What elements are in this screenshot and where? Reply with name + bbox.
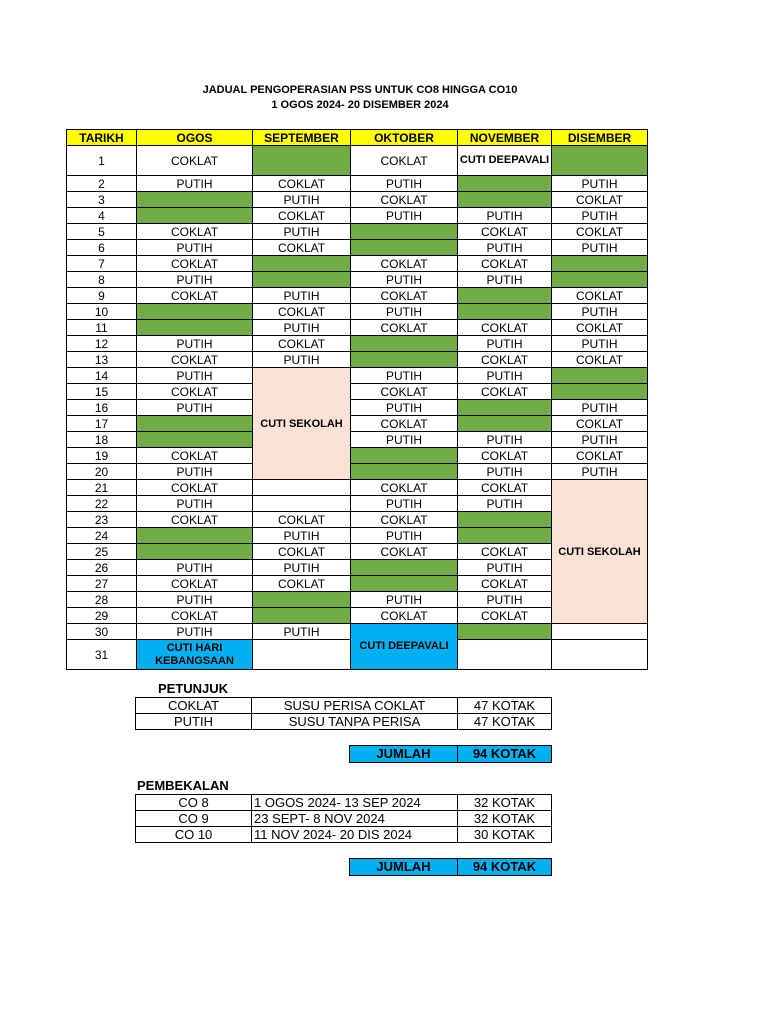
oktober-cell: COKLAT xyxy=(351,192,458,208)
no-operation-cell xyxy=(552,384,648,400)
day-cell: 22 xyxy=(67,496,137,512)
supply-qty: 32 KOTAK xyxy=(458,795,552,811)
ogos-cell: COKLAT xyxy=(137,146,253,176)
schedule-body xyxy=(67,130,648,670)
september-cell: PUTIH xyxy=(253,528,351,544)
table-row xyxy=(67,224,648,240)
november-cell: PUTIH xyxy=(458,432,552,448)
table-row xyxy=(67,416,648,432)
day-cell: 31 xyxy=(67,640,137,670)
disember-cell: PUTIH xyxy=(552,176,648,192)
september-cell: COKLAT xyxy=(253,240,351,256)
total-label: JUMLAH xyxy=(350,859,458,876)
november-cell: PUTIH xyxy=(458,208,552,224)
oktober-cell: PUTIH xyxy=(351,496,458,512)
day-cell: 9 xyxy=(67,288,137,304)
school-holiday-cell: CUTI SEKOLAH xyxy=(253,368,351,480)
day-cell: 15 xyxy=(67,384,137,400)
disember-cell: PUTIH xyxy=(552,304,648,320)
oktober-cell: COKLAT xyxy=(351,416,458,432)
day-cell: 10 xyxy=(67,304,137,320)
day-cell: 21 xyxy=(67,480,137,496)
oktober-cell: COKLAT xyxy=(351,256,458,272)
table-row xyxy=(67,336,648,352)
oktober-cell: PUTIH xyxy=(351,272,458,288)
oktober-cell: COKLAT xyxy=(351,288,458,304)
ogos-cell: PUTIH xyxy=(137,496,253,512)
day-cell: 16 xyxy=(67,400,137,416)
ogos-cell: PUTIH xyxy=(137,560,253,576)
legend-row xyxy=(136,698,552,714)
no-operation-cell xyxy=(351,576,458,592)
no-operation-cell xyxy=(458,624,552,640)
november-cell: PUTIH xyxy=(458,496,552,512)
november-cell: PUTIH xyxy=(458,240,552,256)
september-cell: PUTIH xyxy=(253,560,351,576)
oktober-cell: COKLAT xyxy=(351,320,458,336)
september-cell: PUTIH xyxy=(253,288,351,304)
no-operation-cell xyxy=(253,608,351,624)
september-cell: PUTIH xyxy=(253,624,351,640)
holiday-cell: CUTI DEEPAVALI xyxy=(351,624,458,670)
ogos-cell: PUTIH xyxy=(137,400,253,416)
holiday-cell: CUTI HARI KEBANGSAAN xyxy=(137,640,253,670)
september-cell: COKLAT xyxy=(253,576,351,592)
ogos-cell: PUTIH xyxy=(137,336,253,352)
column-header: TARIKH xyxy=(67,130,137,146)
ogos-cell: COKLAT xyxy=(137,384,253,400)
day-cell: 14 xyxy=(67,368,137,384)
september-cell: COKLAT xyxy=(253,176,351,192)
table-row xyxy=(67,304,648,320)
november-cell: COKLAT xyxy=(458,320,552,336)
oktober-cell: PUTIH xyxy=(351,304,458,320)
table-row xyxy=(67,208,648,224)
day-cell: 6 xyxy=(67,240,137,256)
header-row xyxy=(67,130,648,146)
disember-cell: COKLAT xyxy=(552,416,648,432)
november-cell: COKLAT xyxy=(458,608,552,624)
oktober-cell: PUTIH xyxy=(351,432,458,448)
day-cell: 18 xyxy=(67,432,137,448)
column-header: DISEMBER xyxy=(552,130,648,146)
oktober-cell: PUTIH xyxy=(351,528,458,544)
day-cell: 25 xyxy=(67,544,137,560)
day-cell: 19 xyxy=(67,448,137,464)
day-cell: 29 xyxy=(67,608,137,624)
day-cell: 28 xyxy=(67,592,137,608)
disember-cell: PUTIH xyxy=(552,400,648,416)
oktober-cell: COKLAT xyxy=(351,544,458,560)
disember-cell: COKLAT xyxy=(552,448,648,464)
september-cell xyxy=(253,480,351,496)
legend-qty: 47 KOTAK xyxy=(458,698,552,714)
no-operation-cell xyxy=(137,528,253,544)
column-header: OKTOBER xyxy=(351,130,458,146)
page-subtitle: 1 OGOS 2024- 20 DISEMBER 2024 xyxy=(271,99,449,111)
supply-row xyxy=(136,795,552,811)
column-header: SEPTEMBER xyxy=(253,130,351,146)
no-operation-cell xyxy=(458,304,552,320)
november-cell: PUTIH xyxy=(458,592,552,608)
ogos-cell: PUTIH xyxy=(137,464,253,480)
no-operation-cell xyxy=(458,288,552,304)
table-row xyxy=(67,256,648,272)
oktober-cell: COKLAT xyxy=(351,384,458,400)
oktober-cell: PUTIH xyxy=(351,400,458,416)
table-row xyxy=(67,352,648,368)
ogos-cell: PUTIH xyxy=(137,368,253,384)
ogos-cell: PUTIH xyxy=(137,272,253,288)
schedule-table xyxy=(66,129,648,670)
ogos-cell: PUTIH xyxy=(137,176,253,192)
ogos-cell: PUTIH xyxy=(137,624,253,640)
total-value: 94 KOTAK xyxy=(458,746,552,763)
supply-co: CO 9 xyxy=(136,811,252,827)
november-cell: COKLAT xyxy=(458,224,552,240)
table-row xyxy=(67,464,648,480)
day-cell: 8 xyxy=(67,272,137,288)
ogos-cell: COKLAT xyxy=(137,256,253,272)
day-cell: 23 xyxy=(67,512,137,528)
table-row xyxy=(67,146,648,176)
oktober-cell: COKLAT xyxy=(351,512,458,528)
ogos-cell: COKLAT xyxy=(137,224,253,240)
supply-period: 1 OGOS 2024- 13 SEP 2024 xyxy=(252,795,458,811)
disember-cell xyxy=(552,640,648,670)
ogos-cell: COKLAT xyxy=(137,448,253,464)
ogos-cell: COKLAT xyxy=(137,576,253,592)
legend-table xyxy=(135,697,552,730)
day-cell: 5 xyxy=(67,224,137,240)
no-operation-cell xyxy=(351,448,458,464)
no-operation-cell xyxy=(458,176,552,192)
day-cell: 12 xyxy=(67,336,137,352)
no-operation-cell xyxy=(351,464,458,480)
no-operation-cell xyxy=(137,416,253,432)
no-operation-cell xyxy=(552,368,648,384)
ogos-cell: PUTIH xyxy=(137,240,253,256)
no-operation-cell xyxy=(458,192,552,208)
legend-desc: SUSU TANPA PERISA xyxy=(252,714,458,730)
column-header: NOVEMBER xyxy=(458,130,552,146)
no-operation-cell xyxy=(137,208,253,224)
ogos-cell: COKLAT xyxy=(137,608,253,624)
november-cell: COKLAT xyxy=(458,352,552,368)
oktober-cell: PUTIH xyxy=(351,208,458,224)
table-row xyxy=(67,320,648,336)
no-operation-cell xyxy=(458,416,552,432)
september-cell: COKLAT xyxy=(253,336,351,352)
total-value: 94 KOTAK xyxy=(458,859,552,876)
no-operation-cell xyxy=(552,256,648,272)
november-cell: PUTIH xyxy=(458,464,552,480)
table-row xyxy=(67,176,648,192)
supply-row xyxy=(136,827,552,843)
supply-co: CO 8 xyxy=(136,795,252,811)
column-header: OGOS xyxy=(137,130,253,146)
oktober-cell: PUTIH xyxy=(351,592,458,608)
disember-cell xyxy=(552,624,648,640)
no-operation-cell xyxy=(351,224,458,240)
table-row xyxy=(67,624,648,640)
no-operation-cell xyxy=(458,512,552,528)
disember-cell: PUTIH xyxy=(552,464,648,480)
no-operation-cell xyxy=(458,528,552,544)
supply-table xyxy=(135,794,552,843)
day-cell: 24 xyxy=(67,528,137,544)
no-operation-cell xyxy=(137,544,253,560)
ogos-cell: COKLAT xyxy=(137,480,253,496)
no-operation-cell xyxy=(137,432,253,448)
disember-cell: COKLAT xyxy=(552,320,648,336)
supply-co: CO 10 xyxy=(136,827,252,843)
september-cell: PUTIH xyxy=(253,320,351,336)
table-row xyxy=(67,288,648,304)
table-row xyxy=(67,240,648,256)
september-cell: PUTIH xyxy=(253,192,351,208)
day-cell: 11 xyxy=(67,320,137,336)
ogos-cell: COKLAT xyxy=(137,288,253,304)
november-cell: PUTIH xyxy=(458,560,552,576)
disember-cell: COKLAT xyxy=(552,352,648,368)
november-cell: COKLAT xyxy=(458,448,552,464)
supply-qty: 30 KOTAK xyxy=(458,827,552,843)
disember-cell: PUTIH xyxy=(552,240,648,256)
day-cell: 2 xyxy=(67,176,137,192)
no-operation-cell xyxy=(351,336,458,352)
pembekalan-total xyxy=(349,858,552,876)
legend-code: PUTIH xyxy=(136,714,252,730)
ogos-cell: COKLAT xyxy=(137,352,253,368)
no-operation-cell xyxy=(253,272,351,288)
day-cell: 17 xyxy=(67,416,137,432)
september-cell: COKLAT xyxy=(253,512,351,528)
no-operation-cell xyxy=(552,272,648,288)
page-title: JADUAL PENGOPERASIAN PSS UNTUK CO8 HINGGA CO10 xyxy=(202,84,518,96)
day-cell: 7 xyxy=(67,256,137,272)
legend-code: COKLAT xyxy=(136,698,252,714)
november-cell: COKLAT xyxy=(458,256,552,272)
day-cell: 13 xyxy=(67,352,137,368)
no-operation-cell xyxy=(253,592,351,608)
supply-period: 23 SEPT- 8 NOV 2024 xyxy=(252,811,458,827)
legend-desc: SUSU PERISA COKLAT xyxy=(252,698,458,714)
no-operation-cell xyxy=(458,400,552,416)
disember-cell: COKLAT xyxy=(552,224,648,240)
november-cell: COKLAT xyxy=(458,480,552,496)
september-cell: PUTIH xyxy=(253,224,351,240)
day-cell: 30 xyxy=(67,624,137,640)
day-cell: 3 xyxy=(67,192,137,208)
september-cell: COKLAT xyxy=(253,208,351,224)
supply-qty: 32 KOTAK xyxy=(458,811,552,827)
no-operation-cell xyxy=(351,240,458,256)
november-cell: COKLAT xyxy=(458,544,552,560)
petunjuk-total xyxy=(349,745,552,763)
september-cell xyxy=(253,496,351,512)
table-row xyxy=(67,368,648,384)
no-operation-cell xyxy=(137,320,253,336)
table-row xyxy=(67,192,648,208)
september-cell: PUTIH xyxy=(253,352,351,368)
ogos-cell: COKLAT xyxy=(137,512,253,528)
no-operation-cell xyxy=(351,352,458,368)
pembekalan-title: PEMBEKALAN xyxy=(137,778,229,793)
table-row xyxy=(67,272,648,288)
november-cell: PUTIH xyxy=(458,336,552,352)
school-holiday-cell: CUTI SEKOLAH xyxy=(552,480,648,624)
november-cell xyxy=(458,640,552,670)
total-label: JUMLAH xyxy=(350,746,458,763)
petunjuk-title: PETUNJUK xyxy=(158,681,229,696)
no-operation-cell xyxy=(552,146,648,176)
oktober-cell: PUTIH xyxy=(351,368,458,384)
september-cell: COKLAT xyxy=(253,544,351,560)
no-operation-cell xyxy=(137,192,253,208)
supply-row xyxy=(136,811,552,827)
no-operation-cell xyxy=(351,560,458,576)
table-row xyxy=(67,480,648,496)
disember-cell: COKLAT xyxy=(552,192,648,208)
table-row xyxy=(67,384,648,400)
day-cell: 27 xyxy=(67,576,137,592)
supply-period: 11 NOV 2024- 20 DIS 2024 xyxy=(252,827,458,843)
legend-qty: 47 KOTAK xyxy=(458,714,552,730)
holiday-cell: CUTI DEEPAVALI xyxy=(458,146,552,176)
november-cell: PUTIH xyxy=(458,368,552,384)
disember-cell: PUTIH xyxy=(552,336,648,352)
day-cell: 1 xyxy=(67,146,137,176)
disember-cell: PUTIH xyxy=(552,432,648,448)
ogos-cell: PUTIH xyxy=(137,592,253,608)
september-cell xyxy=(253,640,351,670)
table-row xyxy=(67,432,648,448)
oktober-cell: PUTIH xyxy=(351,176,458,192)
november-cell: COKLAT xyxy=(458,384,552,400)
disember-cell: PUTIH xyxy=(552,208,648,224)
no-operation-cell xyxy=(137,304,253,320)
november-cell: PUTIH xyxy=(458,272,552,288)
disember-cell: COKLAT xyxy=(552,288,648,304)
no-operation-cell xyxy=(253,256,351,272)
oktober-cell: COKLAT xyxy=(351,146,458,176)
legend-row xyxy=(136,714,552,730)
table-row xyxy=(67,448,648,464)
day-cell: 26 xyxy=(67,560,137,576)
no-operation-cell xyxy=(253,146,351,176)
oktober-cell: COKLAT xyxy=(351,480,458,496)
oktober-cell: COKLAT xyxy=(351,608,458,624)
day-cell: 4 xyxy=(67,208,137,224)
day-cell: 20 xyxy=(67,464,137,480)
november-cell: COKLAT xyxy=(458,576,552,592)
september-cell: COKLAT xyxy=(253,304,351,320)
table-row xyxy=(67,400,648,416)
